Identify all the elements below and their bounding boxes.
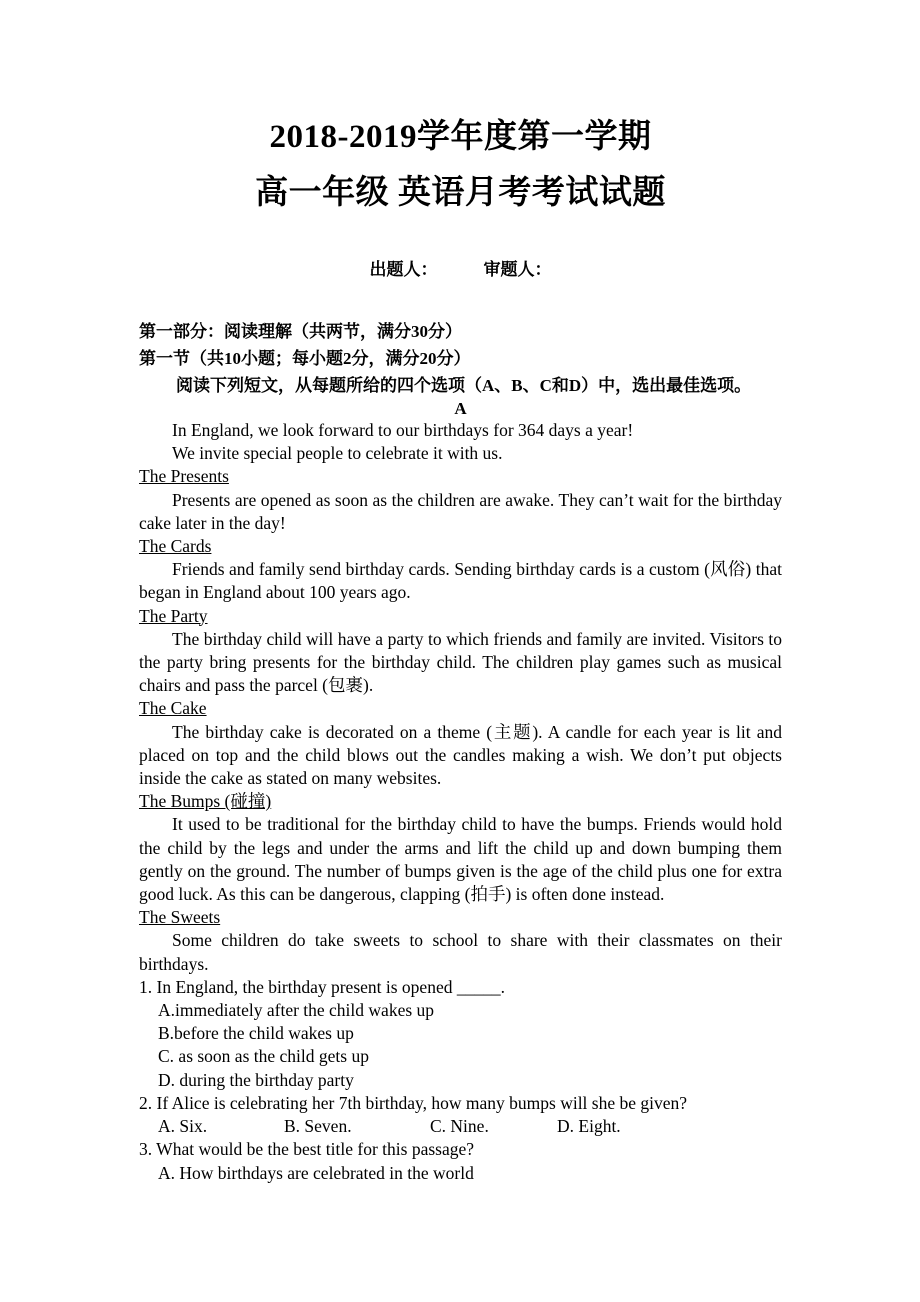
paragraph-bumps: It used to be traditional for the birthday child to have the bumps. Friends would hold the child by the legs and under the arms and lift the child up and down bumping them gently on the ground. The number of bumps given is the age of the child plus one for extra good luck. As this can be dangerous, clapping (拍手) is often done instead. [139, 814, 782, 905]
question-1-option-d: D. during the birthday party [158, 1069, 354, 1090]
paragraph-cake: The birthday cake is decorated on a theme (主题). A candle for each year is lit and placed on top and the child blows out the candles making a wish. We don’t put objects inside the cake as stated on many websites. [139, 721, 782, 789]
section-heading: 第一节（共10小题；每小题2分，满分20分） [139, 349, 471, 368]
instruction: 阅读下列短文，从每题所给的四个选项（A、B、C和D）中，选出最佳选项。 [176, 376, 752, 395]
paragraph-presents: Presents are opened as soon as the children are awake. They can’t wait for the birthday cake later in the day! [139, 489, 782, 533]
exam-title-subject: 高一年级 英语月考考试试题 [255, 175, 666, 211]
paragraph-cards: Friends and family send birthday cards. Sending birthday cards is a custom (风俗) that began in England about 100 years ago. [139, 559, 782, 603]
question-3-stem: 3. What would be the best title for this passage? [139, 1139, 475, 1160]
question-2-option-c: C. Nine. [430, 1116, 489, 1137]
exam-title-year: 2018-2019学年度第一学期 [269, 119, 652, 155]
subheading-cards: The Cards [139, 536, 212, 557]
question-1-option-c: C. as soon as the child gets up [158, 1046, 369, 1067]
reviewer-label: 审题人： [483, 260, 552, 279]
subheading-sweets: The Sweets [139, 907, 221, 928]
subheading-cake: The Cake [139, 698, 207, 719]
question-1-option-a: A.immediately after the child wakes up [158, 1000, 435, 1021]
paragraph-sweets: Some children do take sweets to school to share with their classmates on their birthdays. [139, 930, 782, 974]
intro-line: In England, we look forward to our birthdays for 364 days a year! [172, 420, 634, 440]
intro-line: We invite special people to celebrate it with us. [172, 443, 503, 464]
paragraph-party: The birthday child will have a party to which friends and family are invited. Visitors to the party bring presents for the birthday child. The children play games such as musical chairs and pass the parcel (包裹). [139, 628, 782, 696]
question-2-options [139, 1115, 782, 1138]
question-2-option-a: A. Six. [158, 1116, 208, 1137]
author-line [139, 258, 782, 282]
question-2-stem: 2. If Alice is celebrating her 7th birthday, how many bumps will she be given? [139, 1092, 688, 1113]
question-3-option-a: A. How birthdays are celebrated in the world [158, 1162, 474, 1183]
question-2-option-b: B. Seven. [284, 1116, 352, 1137]
part-heading: 第一部分：阅读理解（共两节，满分30分） [139, 322, 462, 341]
question-1-stem: 1. In England, the birthday present is opened _____. [139, 976, 505, 997]
question-2-option-d: D. Eight. [557, 1116, 621, 1137]
exam-page [139, 112, 782, 1185]
subheading-party: The Party [139, 605, 208, 626]
subheading-bumps: The Bumps (碰撞) [139, 791, 272, 812]
passage-letter: A [454, 399, 467, 418]
author-label: 出题人： [369, 260, 438, 279]
subheading-presents: The Presents [139, 466, 229, 487]
question-1-option-b: B.before the child wakes up [158, 1023, 354, 1044]
